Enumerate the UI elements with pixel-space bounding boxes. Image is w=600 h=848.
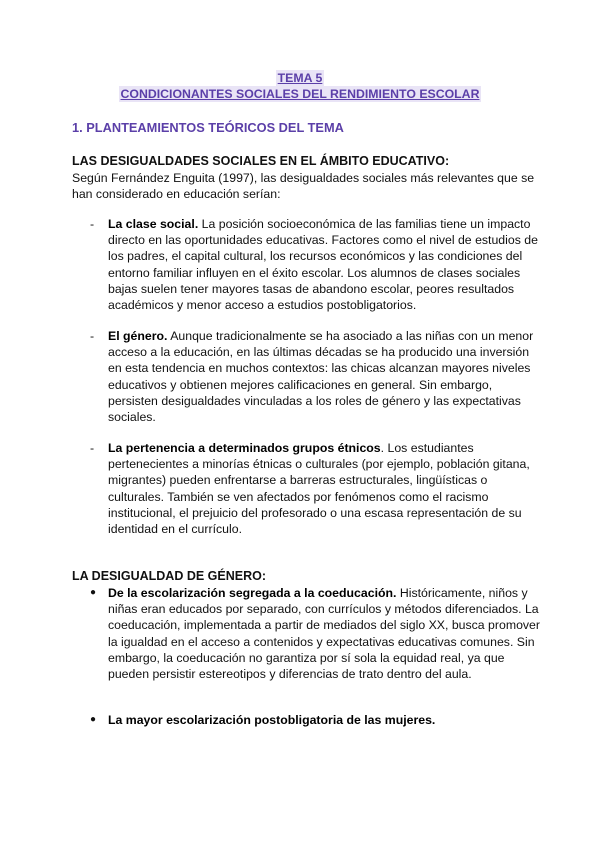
list-item-coeducacion — [90, 585, 540, 682]
item-term: La mayor escolarización postobligatoria de las mujeres. — [108, 713, 436, 727]
tema-title: TEMA 5 — [277, 71, 323, 85]
item-term: La clase social. — [108, 217, 199, 231]
list-item-genero — [90, 328, 540, 425]
dash-marker: - — [90, 329, 95, 343]
bullet-marker: ● — [90, 714, 97, 725]
item-text: . Los estudiantes pertenecientes a minorías étnicas o culturales (por ejemplo, población gitana, migrantes) pueden enfrentarse a barreras estructurales, lingüísticas o culturales. También se ven afectados por fenómenos como el racismo institucional, el prejuicio del profesorado o una escasa representación de su identidad en el currículo. — [108, 441, 530, 537]
title-block — [0, 70, 600, 102]
subheading-desigualdad-genero: LA DESIGUALDAD DE GÉNERO: — [72, 569, 266, 583]
item-text: Aunque tradicionalmente se ha asociado a las niñas con un menor acceso a la educación, en las últimas décadas se ha producido una inversión en esta tendencia en muchos contextos: las chicas alcanzan mayores niveles educativos y obtienen mejores calificaciones en general. Sin embargo, persisten desigualdades vinculadas a los roles de género y las expectativas sociales. — [108, 329, 534, 425]
item-term: El género. — [108, 329, 168, 343]
item-text: La posición socioeconómica de las familias tiene un impacto directo en las oportunidades educativas. Factores como el nivel de estudios de los padres, el capital cultural, los recursos económicos y las condiciones del entorno familiar influyen en el éxito escolar. Los alumnos de clases sociales bajas suelen tener mayores tasas de abandono escolar, peores resultados académicos y menor acceso a estudios postobligatorios. — [108, 217, 538, 313]
intro-paragraph: Según Fernández Enguita (1997), las desigualdades sociales más relevantes que se han considerado en educación serían: — [72, 171, 535, 202]
bullet-marker: ● — [90, 587, 97, 598]
dash-marker: - — [90, 441, 95, 455]
subheading-desigualdades: LAS DESIGUALDADES SOCIALES EN EL ÁMBITO EDUCATIVO: — [72, 154, 450, 168]
list-item-escolarizacion-mujeres — [90, 712, 540, 728]
item-term: De la escolarización segregada a la coeducación. — [108, 586, 397, 600]
dash-marker: - — [90, 217, 95, 231]
section-heading-1: 1. PLANTEAMIENTOS TEÓRICOS DEL TEMA — [72, 120, 344, 135]
list-item-clase-social — [90, 216, 540, 313]
item-text: Históricamente, niños y niñas eran educados por separado, con currículos y métodos diferenciados. La coeducación, implementada a partir de mediados del siglo XX, busca promover la igualdad en el acceso a contenidos y expectativas educativas comunes. Sin embargo, la coeducación no garantiza por sí sola la equidad real, ya que pueden persistir estereotipos y diferencias de trato dentro del aula. — [108, 586, 540, 682]
list-item-grupos-etnicos — [90, 440, 540, 537]
tema-subtitle: CONDICIONANTES SOCIALES DEL RENDIMIENTO ESCOLAR — [120, 87, 480, 102]
item-term: La pertenencia a determinados grupos étnicos — [108, 441, 381, 455]
